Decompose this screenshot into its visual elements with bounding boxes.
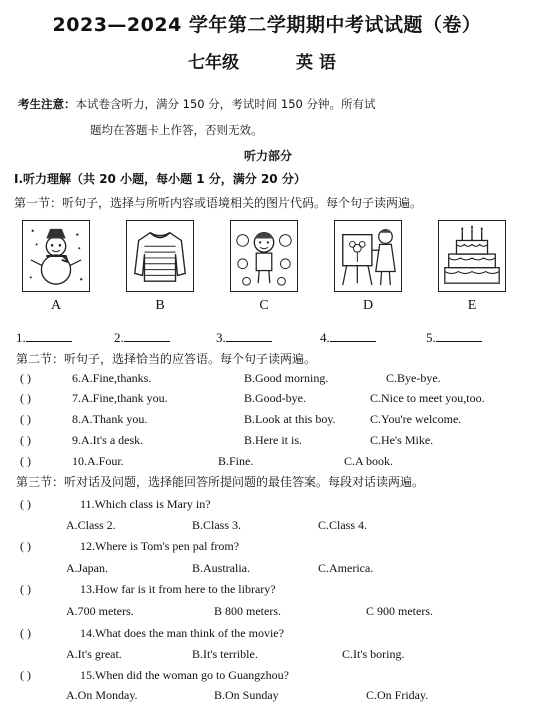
answer-blank-4[interactable]	[320, 329, 376, 346]
girl-painting-icon	[335, 221, 401, 291]
section2-instruction: 第二节：听句子，选择恰当的应答语。每个句子读两遍。	[16, 352, 317, 366]
answer-blank-5[interactable]	[426, 329, 482, 346]
sweater-icon	[127, 221, 193, 291]
subject-label: 英 语	[296, 53, 336, 73]
listening-heading: 听力部分	[244, 149, 293, 163]
question-14-stem: 14.What does the man think of the movie?	[80, 626, 284, 640]
question-10-option-a: 10.A.Four.	[72, 454, 124, 468]
picture-label-a: A	[50, 298, 62, 313]
question-15-option-b: B.On Sunday	[214, 688, 279, 702]
question-13-option-c: C 900 meters.	[366, 604, 433, 618]
notice-label: 考生注意：	[18, 97, 76, 111]
question-15-stem: 15.When did the woman go to Guangzhou?	[80, 668, 289, 682]
question-11-paren[interactable]: ( )	[20, 497, 31, 511]
answer-blank-1[interactable]	[16, 329, 72, 346]
question-13-option-a: A.700 meters.	[66, 604, 134, 618]
question-15-option-c: C.On Friday.	[366, 688, 429, 702]
picture-label-d: D	[362, 298, 374, 313]
question-10-option-c: C.A book.	[344, 454, 394, 468]
blank-number: 1.	[16, 330, 26, 345]
question-12-stem: 12.Where is Tom's pen pal from?	[80, 539, 240, 553]
boy-with-balls-icon	[231, 221, 297, 291]
question-9-option-a: 9.A.It's a desk.	[72, 433, 144, 447]
question-8-paren[interactable]: ( )	[20, 412, 31, 426]
section3-instruction: 第三节：听对话及问题，选择能回答所提问题的最佳答案。每段对话读两遍。	[16, 475, 425, 489]
question-7-option-c: C.Nice to meet you,too.	[370, 391, 485, 405]
blank-number: 3.	[216, 330, 226, 345]
question-6-paren[interactable]: ( )	[20, 371, 31, 385]
notice-line-2: 题均在答题卡上作答，否则无效。	[90, 123, 263, 137]
notice-line-1	[18, 96, 376, 112]
blank-underline[interactable]	[436, 329, 482, 342]
question-11-stem: 11.Which class is Mary in?	[80, 497, 211, 511]
question-9-option-c: C.He's Mike.	[370, 433, 434, 447]
question-13-paren[interactable]: ( )	[20, 582, 31, 596]
question-12-option-b: B.Australia.	[192, 561, 250, 575]
question-8-option-a: 8.A.Thank you.	[72, 412, 148, 426]
picture-c	[230, 220, 298, 292]
question-13-option-b: B 800 meters.	[214, 604, 281, 618]
question-14-option-c: C.It's boring.	[342, 647, 405, 661]
question-11-option-a: A.Class 2.	[66, 518, 116, 532]
blank-underline[interactable]	[226, 329, 272, 342]
question-7-option-a: 7.A.Fine,thank you.	[72, 391, 168, 405]
question-12-option-c: C.America.	[318, 561, 374, 575]
picture-a	[22, 220, 90, 292]
question-10-paren[interactable]: ( )	[20, 454, 31, 468]
question-14-option-b: B.It's terrible.	[192, 647, 258, 661]
question-6-option-b: B.Good morning.	[244, 371, 329, 385]
question-9-paren[interactable]: ( )	[20, 433, 31, 447]
notice-text-1: 本试卷含听力，满分 150 分，考试时间 150 分钟。所有试	[75, 97, 376, 111]
exam-title: 2023—2024 学年第二学期期中考试试题（卷）	[52, 14, 482, 36]
picture-d	[334, 220, 402, 292]
question-14-paren[interactable]: ( )	[20, 626, 31, 640]
question-15-paren[interactable]: ( )	[20, 668, 31, 682]
section1-instruction: 第一节：听句子，选择与所听内容或语境相关的图片代码。每个句子读两遍。	[14, 196, 423, 210]
question-14-option-a: A.It's great.	[66, 647, 122, 661]
question-15-option-a: A.On Monday.	[66, 688, 138, 702]
blank-underline[interactable]	[124, 329, 170, 342]
grade-label: 七年级	[188, 53, 239, 73]
question-12-paren[interactable]: ( )	[20, 539, 31, 553]
question-11-option-c: C.Class 4.	[318, 518, 368, 532]
picture-e	[438, 220, 506, 292]
snowman-icon	[23, 221, 89, 291]
answer-blank-3[interactable]	[216, 329, 272, 346]
question-7-option-b: B.Good-bye.	[244, 391, 306, 405]
picture-label-e: E	[467, 298, 477, 313]
question-12-option-a: A.Japan.	[66, 561, 108, 575]
question-7-paren[interactable]: ( )	[20, 391, 31, 405]
question-13-stem: 13.How far is it from here to the library?	[80, 582, 276, 596]
picture-b	[126, 220, 194, 292]
picture-label-c: C	[259, 298, 269, 313]
question-9-option-b: B.Here it is.	[244, 433, 302, 447]
answer-blank-2[interactable]	[114, 329, 170, 346]
blank-number: 4.	[320, 330, 330, 345]
part1-heading: Ⅰ.听力理解（共 20 小题，每小题 1 分，满分 20 分）	[14, 172, 306, 186]
blank-number: 2.	[114, 330, 124, 345]
question-10-option-b: B.Fine.	[218, 454, 254, 468]
birthday-cake-icon	[439, 221, 505, 291]
question-6-option-a: 6.A.Fine,thanks.	[72, 371, 152, 385]
picture-label-b: B	[155, 298, 165, 313]
question-11-option-b: B.Class 3.	[192, 518, 242, 532]
blank-underline[interactable]	[330, 329, 376, 342]
blank-underline[interactable]	[26, 329, 72, 342]
question-8-option-c: C.You're welcome.	[370, 412, 462, 426]
blank-number: 5.	[426, 330, 436, 345]
question-8-option-b: B.Look at this boy.	[244, 412, 336, 426]
question-6-option-c: C.Bye-bye.	[386, 371, 441, 385]
